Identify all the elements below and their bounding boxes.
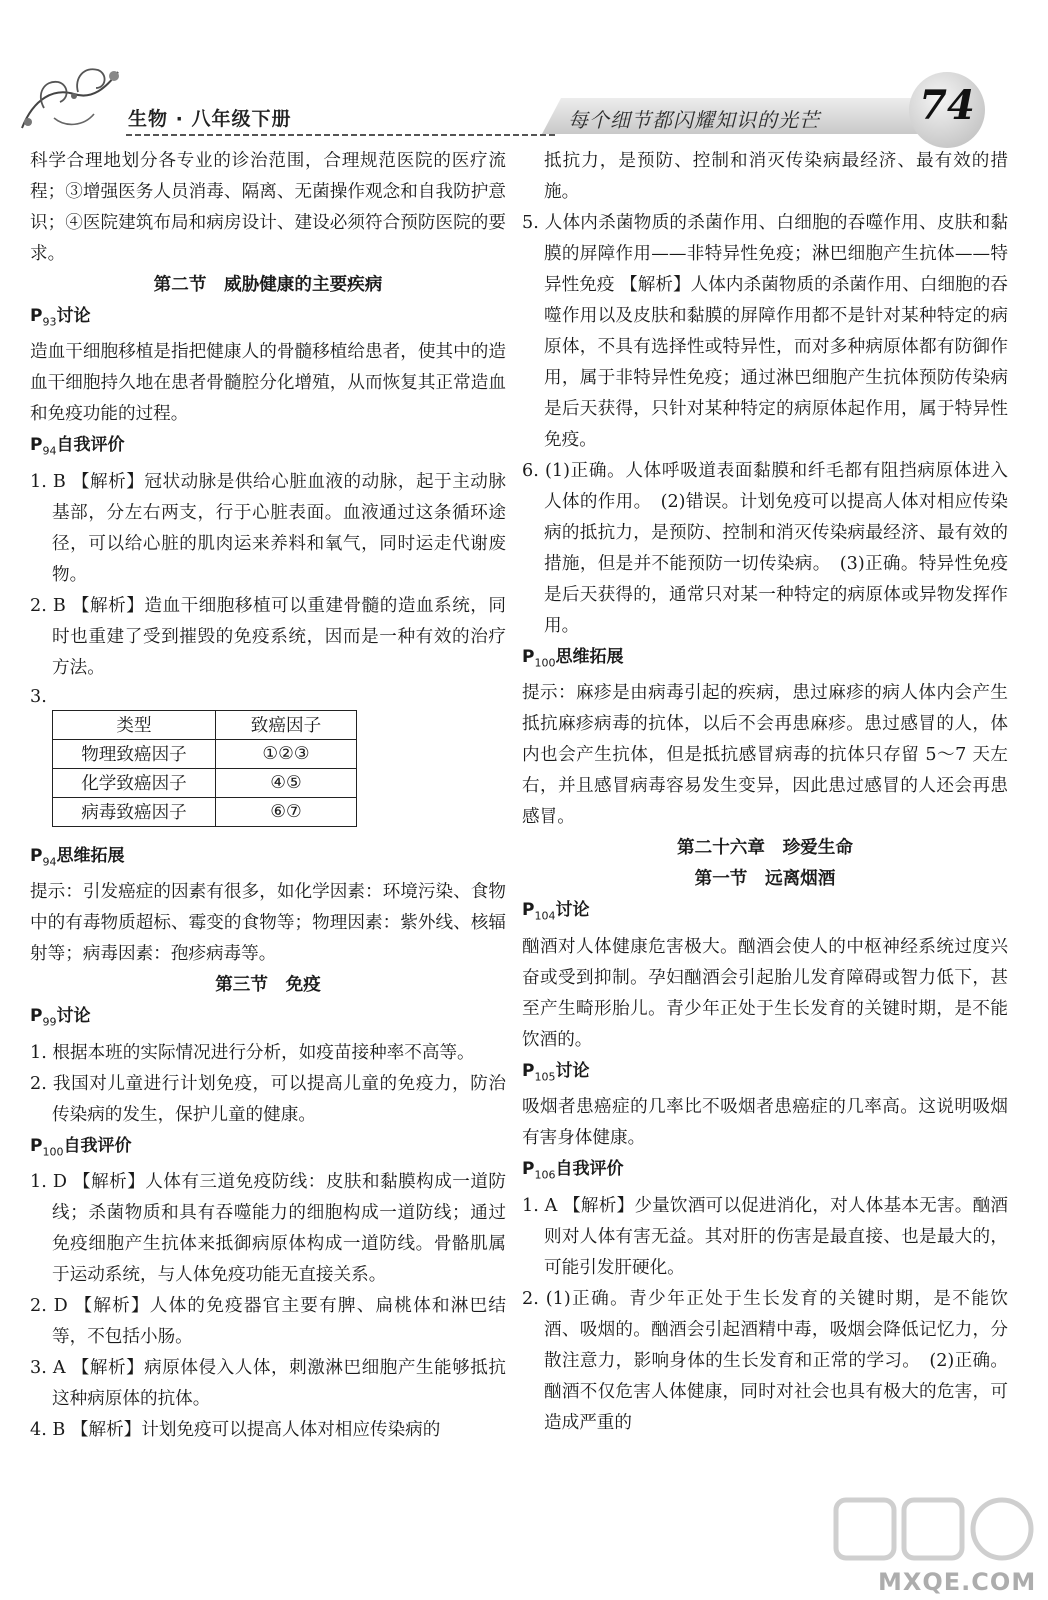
subheading-p94-extension: $P_{94}$思维拓展 — [30, 845, 125, 869]
table-header-row — [53, 710, 357, 739]
subheading-p100-extension: $P_{100}$思维拓展 — [522, 647, 624, 670]
table-cell: ④⑤ — [216, 768, 357, 797]
answer-item: 2. 我国对儿童进行计划免疫，可以提高儿童的免疫力，防治传染病的发生，保护儿童的健康。 — [30, 1073, 506, 1125]
section-heading: 第二节 威胁健康的主要疾病 — [153, 275, 383, 295]
answer-item: 2. D 【解析】人体的免疫器官主要有脾、扁桃体和淋巴结等，不包括小肠。 — [30, 1295, 506, 1347]
header-rule — [126, 134, 558, 136]
answer-item: 2. (1)正确。青少年正处于生长发育的关键时期，是不能饮酒、吸烟的。酗酒会引起酒精中毒，吸烟会降低记忆力，分散注意力，影响身体的生长发育和正常的学习。 (2)正确。酗酒不仅危害人体健康，同时对社会也具有极大的危害，可造成严重的 — [522, 1288, 1008, 1433]
answer-item: 1. 根据本班的实际情况进行分析，如疫苗接种率不高等。 — [30, 1042, 475, 1063]
floral-ornament-icon — [14, 58, 134, 142]
answer-continuation: 抵抗力，是预防、控制和消灭传染病最经济、最有效的措施。 — [544, 151, 1008, 202]
subheading-p106-evaluation: $P_{106}$自我评价 — [522, 1159, 624, 1182]
section-heading: 第一节 远离烟酒 — [694, 869, 836, 890]
answer-item: 2. B 【解析】造血干细胞移植可以重建骨髓的造血系统，同时也重建了受到摧毁的免疫系统，因而是一种有效的治疗方法。 — [30, 595, 506, 678]
subheading-p100-evaluation: $P_{100}$自我评价 — [30, 1135, 132, 1158]
answer-item-number: 3. — [30, 686, 47, 707]
table-cell: 化学致癌因子 — [53, 768, 216, 797]
table-cell: ⑥⑦ — [216, 797, 357, 826]
table-header-cell: 致癌因子 — [216, 710, 357, 739]
subheading-p105: $P_{105}$讨论 — [522, 1060, 590, 1084]
answer-item: 1. A 【解析】少量饮酒可以促进消化，对人体基本无害。酗酒则对人体有害无益。其对肝的伤害是最直接、也是最大的，可能引发肝硬化。 — [522, 1195, 1008, 1278]
page-header — [0, 0, 1048, 160]
section-heading: 第三节 免疫 — [215, 975, 321, 996]
intro-paragraph: 科学合理地划分各专业的诊治范围，合理规范医院的医疗流程；③增强医务人员消毒、隔离、无菌操作观念和自我防护意识；④医院建筑布局和病房设计、建设必须符合预防医院的要求。 — [30, 151, 506, 264]
table-row — [53, 768, 357, 797]
extension-text: 提示：麻疹是由病毒引起的疾病，患过麻疹的病人体内会产生抵抗麻疹病毒的抗体，以后不会再患麻疹。患过感冒的人，体内也会产生抗体，但是抵抗感冒病毒的抗体只存留 5～7 天左右，并且感冒病毒容易发生变异，因此患过感冒的人还会再患感冒。 — [522, 683, 1008, 828]
subject-title: 生物 · 八年级下册 — [128, 108, 292, 130]
table-row — [53, 739, 357, 768]
answer-item: 5. 人体内杀菌物质的杀菌作用、白细胞的吞噬作用、皮肤和黏膜的屏障作用——非特异性免疫；淋巴细胞产生抗体——特异性免疫 【解析】人体内杀菌物质的杀菌作用、白细胞的吞噬作用以及皮肤和黏膜的屏障作用都不是针对某种特定的病原体，不具有选择性或特异性，而对多种病原体都有防御作用，属于非特异性免疫；通过淋巴细胞产生抗体预防传染病是后天获得，只针对某种特定的病原体起作用，属于特异性免疫。 — [522, 213, 1008, 450]
answer-item: 3. A 【解析】病原体侵入人体，刺激淋巴细胞产生能够抵抗这种病原体的抗体。 — [30, 1357, 506, 1409]
left-column — [30, 146, 506, 1446]
chapter-heading: 第二十六章 珍爱生命 — [677, 838, 853, 859]
table-cell: ①②③ — [216, 739, 357, 768]
answer-item: 1. D 【解析】人体有三道免疫防线：皮肤和黏膜构成一道防线；杀菌物质和具有吞噬能力的细胞构成一道防线；通过免疫细胞产生抗体来抵御病原体构成一道防线。骨骼肌属于运动系统，与人体免疫功能无直接关系。 — [30, 1171, 506, 1285]
discussion-text: 吸烟者患癌症的几率比不吸烟者患癌症的几率高。这说明吸烟有害身体健康。 — [522, 1097, 1008, 1149]
discussion-text: 酗酒对人体健康危害极大。酗酒会使人的中枢神经系统过度兴奋或受到抑制。孕妇酗酒会引起胎儿发育障碍或智力低下，甚至产生畸形胎儿。青少年正处于生长发育的关键时期，是不能饮酒的。 — [522, 936, 1008, 1050]
discussion-text: 造血干细胞移植是指把健康人的骨髓移植给患者，使其中的造血干细胞持久地在患者骨髓腔分化增殖，从而恢复其正常造血和免疫功能的过程。 — [30, 342, 506, 425]
subheading-p99: $P_{99}$讨论 — [30, 1006, 91, 1029]
carcinogen-table — [52, 710, 357, 827]
answer-item: 4. B 【解析】计划免疫可以提高人体对相应传染病的 — [30, 1419, 441, 1440]
subheading-p94-evaluation: $P_{94}$自我评价 — [30, 435, 125, 458]
table-cell: 物理致癌因子 — [53, 739, 216, 768]
table-header-cell: 类型 — [53, 710, 216, 739]
table-row — [53, 797, 357, 826]
table-cell: 病毒致癌因子 — [53, 797, 216, 826]
subheading-p93: $P_{93}$讨论 — [30, 306, 91, 329]
answer-item: 1. B 【解析】冠状动脉是供给心脏血液的动脉，起于主动脉基部，分左右两支，行于心脏表面。血液通过这条循环途径，可以给心脏的肌肉运来养料和氧气，同时运走代谢废物。 — [30, 471, 506, 585]
right-column — [522, 146, 1008, 1439]
subheading-p104: $P_{104}$讨论 — [522, 900, 590, 923]
page-number: 74 — [919, 82, 975, 129]
watermark-text: MXQE.COM — [878, 1568, 1037, 1596]
slogan-text: 每个细节都闪耀知识的光芒 — [568, 108, 820, 132]
extension-text: 提示：引发癌症的因素有很多，如化学因素：环境污染、食物中的有毒物质超标、霉变的食物等；物理因素：紫外线、核辐射等；病毒因素：孢疹病毒等。 — [30, 882, 506, 965]
answer-item: 6. (1)正确。人体呼吸道表面黏膜和纤毛都有阻挡病原体进入人体的作用。 (2)错误。计划免疫可以提高人体对相应传染病的抵抗力，是预防、控制和消灭传染病最经济、最有效的措施，但是并不能预防一切传染病。 (3)正确。特异性免疫是后天获得的，通常只对某一种特定的病原体或异物发挥作用。 — [522, 461, 1008, 636]
